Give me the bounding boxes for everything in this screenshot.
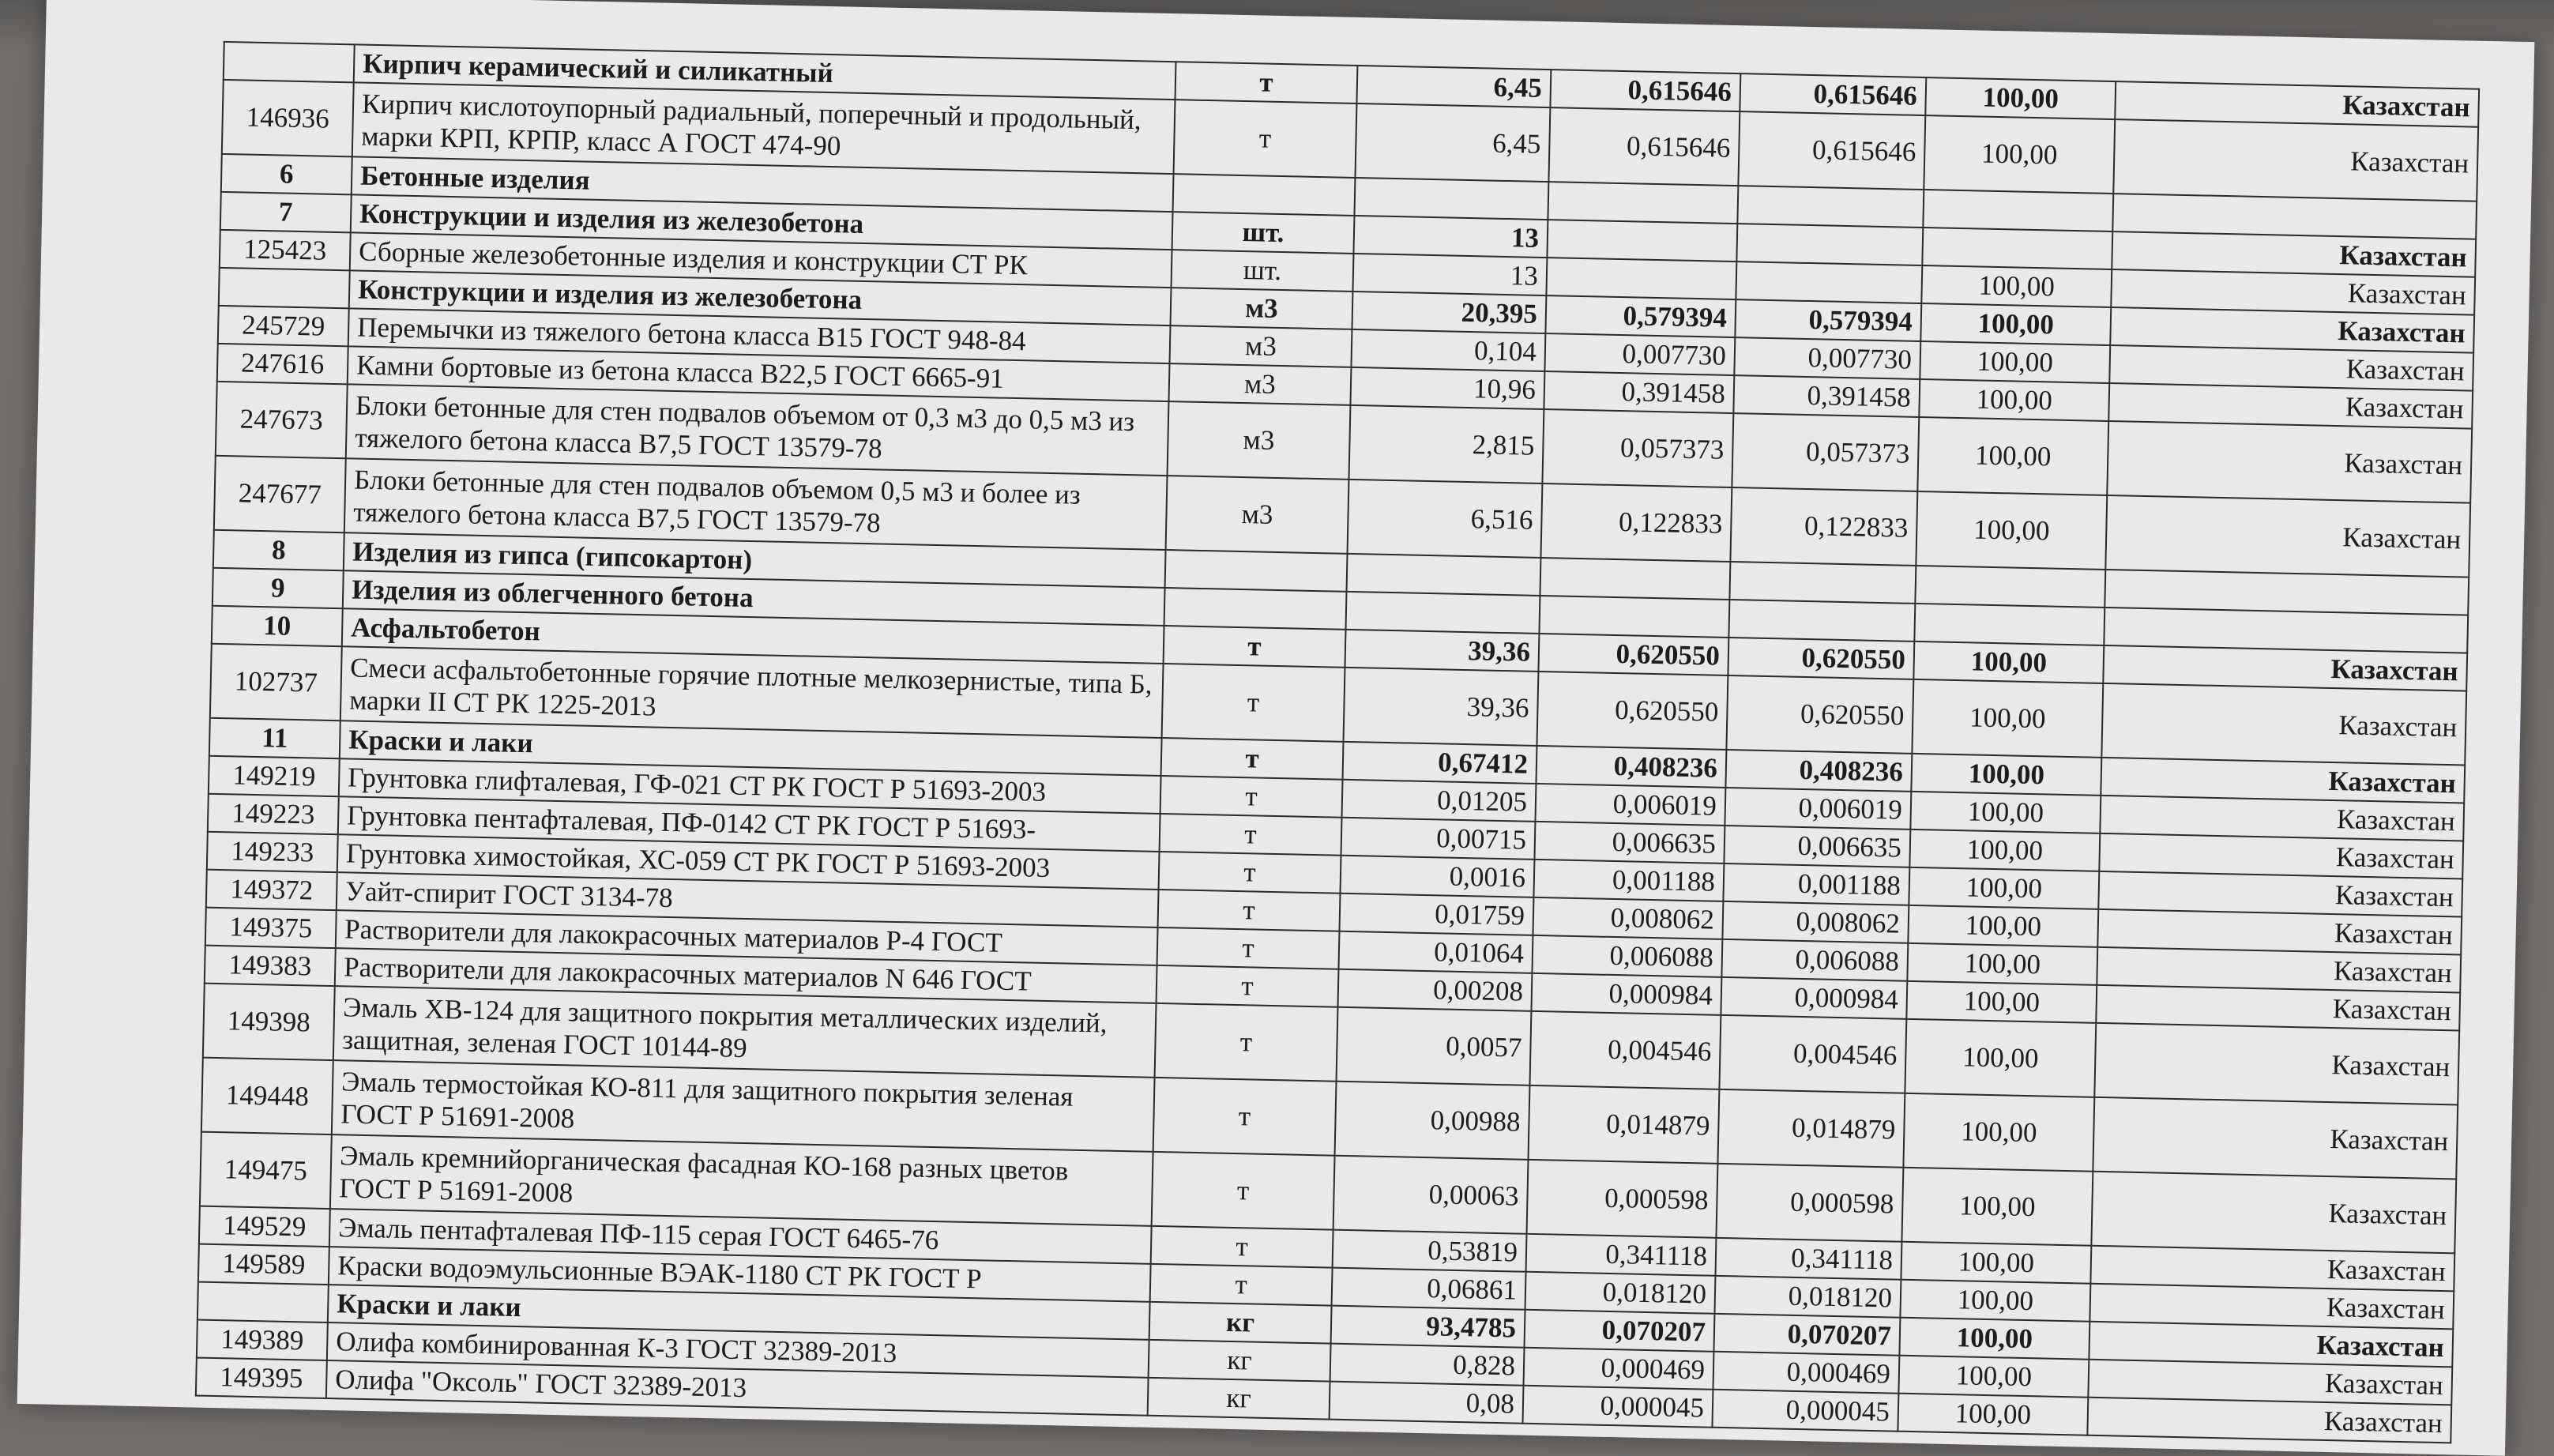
quantity-cell: 0,67412 bbox=[1343, 742, 1537, 784]
percent-cell: 100,00 bbox=[1911, 754, 2101, 796]
value-a-cell: 0,615646 bbox=[1550, 70, 1740, 111]
unit-cell: м3 bbox=[1169, 325, 1352, 367]
country-cell: Казахстан bbox=[2093, 1097, 2458, 1179]
item-name-cell: Олифа комбинированная К-3 ГОСТ 32389-2013 bbox=[327, 1322, 1149, 1378]
item-name-cell: Конструкции и изделия из железобетона bbox=[351, 194, 1173, 250]
value-a-cell: 0,008062 bbox=[1533, 897, 1723, 939]
country-cell: Казахстан bbox=[2101, 683, 2466, 766]
unit-cell: т bbox=[1162, 664, 1345, 742]
item-name-cell: Грунтовка химостойкая, ХС-059 СТ РК ГОСТ Р 51693-2003 bbox=[337, 834, 1160, 890]
item-code-cell: 149398 bbox=[203, 984, 335, 1060]
country-cell: Казахстан bbox=[2091, 1172, 2456, 1254]
item-name-cell: Растворители для лакокрасочных материалов N 646 ГОСТ bbox=[335, 948, 1157, 1003]
unit-cell: кг bbox=[1149, 1302, 1332, 1344]
percent-cell: 100,00 bbox=[1917, 417, 2108, 495]
percent-cell: 100,00 bbox=[1909, 830, 2100, 871]
item-code-cell: 7 bbox=[220, 192, 352, 232]
quantity-cell: 0,104 bbox=[1351, 329, 1545, 371]
unit-cell: м3 bbox=[1168, 401, 1351, 480]
quantity-cell: 0,00715 bbox=[1341, 818, 1536, 860]
percent-cell: 100,00 bbox=[1909, 867, 2099, 909]
percent-cell: 100,00 bbox=[1905, 1019, 2096, 1097]
item-code-cell: 149383 bbox=[205, 946, 336, 986]
quantity-cell: 13 bbox=[1352, 254, 1547, 295]
item-name-cell: Изделия из облегченного бетона bbox=[343, 570, 1165, 626]
unit-cell: т bbox=[1159, 852, 1341, 894]
value-a-cell: 0,057373 bbox=[1542, 409, 1733, 487]
table-container bbox=[195, 41, 2480, 1443]
percent-cell: 100,00 bbox=[1906, 981, 2097, 1023]
unit-cell bbox=[1173, 174, 1356, 216]
value-b-cell: 0,057373 bbox=[1732, 413, 1919, 491]
unit-cell: т bbox=[1151, 1226, 1333, 1268]
value-b-cell: 0,000469 bbox=[1713, 1352, 1899, 1394]
item-code-cell: 149375 bbox=[205, 908, 337, 948]
country-cell: Казахстан bbox=[2097, 909, 2462, 955]
quantity-cell: 6,45 bbox=[1356, 66, 1551, 107]
item-code-cell bbox=[197, 1282, 329, 1322]
item-code-cell bbox=[224, 42, 355, 82]
value-b-cell: 0,579394 bbox=[1735, 299, 1921, 341]
unit-cell: м3 bbox=[1168, 363, 1351, 405]
item-code-cell: 149372 bbox=[206, 870, 337, 910]
percent-cell: 100,00 bbox=[1913, 641, 2104, 683]
unit-cell: кг bbox=[1148, 1378, 1330, 1420]
value-a-cell: 0,070207 bbox=[1525, 1310, 1715, 1352]
country-cell: Казахстан bbox=[2101, 758, 2465, 803]
value-a-cell: 0,007730 bbox=[1544, 333, 1735, 375]
country-cell: Казахстан bbox=[2107, 421, 2472, 503]
quantity-cell: 0,53819 bbox=[1333, 1230, 1527, 1272]
quantity-cell: 0,08 bbox=[1330, 1382, 1524, 1424]
value-b-cell: 0,018120 bbox=[1714, 1276, 1901, 1318]
unit-cell: т bbox=[1164, 626, 1346, 668]
value-b-cell: 0,014879 bbox=[1717, 1089, 1905, 1168]
unit-cell: т bbox=[1160, 814, 1342, 856]
value-a-cell: 0,615646 bbox=[1548, 107, 1740, 186]
value-b-cell: 0,000598 bbox=[1716, 1164, 1903, 1242]
country-cell: Казахстан bbox=[2112, 231, 2476, 277]
value-a-cell: 0,620550 bbox=[1537, 672, 1728, 750]
percent-cell bbox=[1923, 190, 2113, 231]
value-a-cell: 0,408236 bbox=[1536, 746, 1726, 788]
table-body bbox=[196, 42, 2479, 1443]
item-name-cell: Конструкции и изделия из железобетона bbox=[349, 270, 1172, 325]
item-code-cell: 149233 bbox=[207, 832, 338, 872]
quantity-cell: 39,36 bbox=[1345, 630, 1539, 672]
quantity-cell: 0,00063 bbox=[1333, 1156, 1529, 1234]
item-code-cell: 149475 bbox=[200, 1132, 332, 1209]
value-b-cell: 0,615646 bbox=[1740, 73, 1926, 115]
country-cell: Казахстан bbox=[2090, 1246, 2454, 1292]
value-b-cell: 0,001188 bbox=[1723, 863, 1909, 905]
value-a-cell bbox=[1548, 182, 1738, 224]
unit-cell: т bbox=[1175, 62, 1357, 103]
item-code-cell: 247616 bbox=[217, 344, 348, 384]
value-b-cell: 0,341118 bbox=[1715, 1238, 1901, 1280]
value-b-cell: 0,007730 bbox=[1734, 337, 1920, 379]
item-name-cell: Краски и лаки bbox=[340, 720, 1162, 776]
item-name-cell: Изделия из гипса (гипсокартон) bbox=[344, 532, 1166, 588]
percent-cell: 100,00 bbox=[1920, 341, 2110, 383]
percent-cell: 100,00 bbox=[1912, 679, 2103, 758]
item-code-cell: 245729 bbox=[218, 306, 349, 346]
country-cell: Казахстан bbox=[2115, 81, 2479, 127]
quantity-cell: 0,00208 bbox=[1337, 969, 1532, 1011]
value-b-cell: 0,000045 bbox=[1712, 1390, 1898, 1432]
percent-cell: 100,00 bbox=[1901, 1168, 2093, 1246]
item-name-cell: Смеси асфальтобетонные горячие плотные мелкозернистые, типа Б, марки II СТ РК 1225-2013 bbox=[340, 646, 1164, 738]
value-a-cell: 0,014879 bbox=[1528, 1085, 1719, 1164]
value-a-cell: 0,620550 bbox=[1538, 634, 1728, 675]
value-a-cell bbox=[1547, 220, 1737, 261]
unit-cell: т bbox=[1152, 1152, 1335, 1230]
item-name-cell: Эмаль пентафталевая ПФ-115 серая ГОСТ 6465-76 bbox=[329, 1209, 1152, 1264]
item-code-cell: 149589 bbox=[198, 1244, 329, 1285]
item-name-cell: Эмаль ХВ-124 для защитного покрытия металлических изделий, защитная, зеленая ГОСТ 10144-89 bbox=[333, 986, 1157, 1078]
value-b-cell: 0,006088 bbox=[1721, 939, 1908, 981]
country-cell: Казахстан bbox=[2105, 495, 2470, 578]
item-code-cell: 247677 bbox=[214, 456, 346, 532]
percent-cell: 100,00 bbox=[1900, 1280, 2090, 1322]
country-cell: Казахстан bbox=[2096, 985, 2460, 1031]
value-a-cell bbox=[1540, 558, 1730, 600]
item-code-cell: 149448 bbox=[201, 1058, 333, 1134]
item-code-cell: 146936 bbox=[222, 80, 354, 156]
value-a-cell: 0,006019 bbox=[1535, 784, 1725, 826]
quantity-cell: 10,96 bbox=[1350, 367, 1544, 409]
percent-cell: 100,00 bbox=[1907, 943, 2097, 985]
value-a-cell: 0,000598 bbox=[1527, 1160, 1718, 1238]
value-a-cell: 0,001188 bbox=[1533, 860, 1724, 901]
item-name-cell: Краски и лаки bbox=[328, 1285, 1150, 1340]
percent-cell: 100,00 bbox=[1898, 1356, 2089, 1398]
item-name-cell: Сборные железобетонные изделия и конструкции СТ РК bbox=[350, 232, 1172, 288]
value-a-cell bbox=[1539, 596, 1729, 638]
item-name-cell: Кирпич кислотоупорный радиальный, поперечный и продольный, марки КРП, КРПР, класс А ГОСТ 474-90 bbox=[352, 82, 1175, 174]
unit-cell bbox=[1165, 550, 1348, 592]
country-cell: Казахстан bbox=[2094, 1023, 2459, 1105]
percent-cell bbox=[1914, 604, 2105, 645]
value-b-cell: 0,006635 bbox=[1724, 826, 1910, 867]
quantity-cell: 13 bbox=[1353, 216, 1548, 258]
item-name-cell: Бетонные изделия bbox=[352, 156, 1174, 212]
unit-cell: т bbox=[1153, 1078, 1337, 1156]
item-name-cell: Перемычки из тяжелого бетона класса В15 ГОСТ 948-84 bbox=[348, 308, 1171, 363]
country-cell: Казахстан bbox=[2098, 871, 2462, 917]
value-b-cell bbox=[1729, 562, 1916, 604]
quantity-cell: 39,36 bbox=[1344, 668, 1539, 746]
percent-cell bbox=[1922, 228, 2112, 269]
value-b-cell: 0,006019 bbox=[1725, 788, 1911, 830]
quantity-cell: 0,00988 bbox=[1335, 1082, 1530, 1160]
item-code-cell: 8 bbox=[213, 530, 344, 570]
item-name-cell: Олифа "Оксоль" ГОСТ 32389-2013 bbox=[326, 1360, 1149, 1416]
value-b-cell: 0,004546 bbox=[1719, 1015, 1906, 1093]
country-cell: Казахстан bbox=[2111, 269, 2475, 315]
country-cell: Казахстан bbox=[2089, 1322, 2453, 1368]
country-cell: Казахстан bbox=[2088, 1360, 2452, 1405]
quantity-cell: 20,395 bbox=[1352, 292, 1546, 333]
value-a-cell: 0,006088 bbox=[1532, 935, 1722, 977]
value-b-cell bbox=[1736, 224, 1923, 265]
item-code-cell: 149223 bbox=[208, 794, 339, 834]
unit-cell: т bbox=[1157, 927, 1340, 969]
value-b-cell: 0,620550 bbox=[1726, 675, 1913, 754]
document-page bbox=[17, 0, 2535, 1456]
quantity-cell: 0,828 bbox=[1330, 1344, 1525, 1386]
unit-cell: т bbox=[1174, 100, 1357, 178]
materials-table bbox=[195, 41, 2480, 1443]
unit-cell: кг bbox=[1149, 1340, 1331, 1382]
quantity-cell bbox=[1346, 554, 1540, 596]
item-code-cell: 125423 bbox=[220, 230, 351, 270]
percent-cell: 100,00 bbox=[1908, 905, 2098, 947]
item-name-cell: Эмаль кремнийорганическая фасадная КО-168 разных цветов ГОСТ Р 51691-2008 bbox=[330, 1134, 1153, 1226]
percent-cell: 100,00 bbox=[1919, 379, 2109, 421]
quantity-cell: 6,45 bbox=[1355, 103, 1550, 182]
item-name-cell: Блоки бетонные для стен подвалов объемом 0,5 м3 и более из тяжелого бетона класса В7,5 ГОСТ 13579-78 bbox=[344, 458, 1168, 550]
unit-cell: шт. bbox=[1172, 212, 1355, 254]
value-a-cell: 0,006635 bbox=[1534, 822, 1725, 863]
unit-cell: шт. bbox=[1172, 250, 1354, 292]
quantity-cell: 0,0057 bbox=[1337, 1007, 1532, 1085]
value-a-cell: 0,004546 bbox=[1529, 1011, 1721, 1089]
item-code-cell: 149529 bbox=[199, 1206, 330, 1247]
item-code-cell: 149389 bbox=[197, 1320, 328, 1360]
item-code-cell: 149219 bbox=[209, 756, 340, 796]
value-a-cell: 0,341118 bbox=[1526, 1234, 1717, 1276]
country-cell: Казахстан bbox=[2089, 1284, 2454, 1330]
country-cell: Казахстан bbox=[2103, 645, 2467, 691]
quantity-cell bbox=[1354, 178, 1548, 220]
value-a-cell: 0,122833 bbox=[1540, 483, 1732, 562]
value-b-cell: 0,070207 bbox=[1713, 1314, 1900, 1356]
percent-cell bbox=[1915, 566, 2105, 608]
quantity-cell: 0,06861 bbox=[1332, 1268, 1526, 1310]
quantity-cell: 2,815 bbox=[1348, 405, 1544, 483]
item-code-cell: 149395 bbox=[196, 1358, 327, 1398]
unit-cell: т bbox=[1157, 965, 1339, 1007]
percent-cell: 100,00 bbox=[1899, 1318, 2089, 1360]
quantity-cell: 93,4785 bbox=[1331, 1306, 1525, 1348]
country-cell: Казахстан bbox=[2113, 119, 2478, 201]
item-name-cell: Грунтовка глифталевая, ГФ-021 СТ РК ГОСТ Р 51693-2003 bbox=[339, 758, 1161, 814]
quantity-cell: 0,01205 bbox=[1342, 780, 1537, 822]
item-name-cell: Краски водоэмульсионные ВЭАК-1180 СТ РК ГОСТ Р bbox=[329, 1247, 1151, 1302]
country-cell: Казахстан bbox=[2110, 307, 2474, 353]
country-cell: Казахстан bbox=[2099, 833, 2463, 879]
percent-cell: 100,00 bbox=[1898, 1394, 2088, 1435]
value-b-cell: 0,620550 bbox=[1728, 638, 1914, 679]
unit-cell: м3 bbox=[1171, 288, 1353, 329]
item-name-cell: Кирпич керамический и силикатный bbox=[354, 44, 1176, 100]
value-b-cell bbox=[1736, 261, 1922, 303]
percent-cell: 100,00 bbox=[1901, 1242, 2091, 1284]
quantity-cell: 0,01759 bbox=[1339, 894, 1533, 935]
item-name-cell: Асфальтобетон bbox=[342, 608, 1164, 664]
value-a-cell: 0,018120 bbox=[1525, 1272, 1716, 1314]
item-code-cell: 102737 bbox=[210, 644, 342, 720]
value-a-cell: 0,391458 bbox=[1544, 371, 1734, 413]
item-code-cell: 11 bbox=[209, 718, 340, 758]
item-name-cell: Уайт-спирит ГОСТ 3134-78 bbox=[337, 872, 1159, 927]
value-b-cell: 0,408236 bbox=[1725, 750, 1912, 792]
item-name-cell: Грунтовка пентафталевая, ПФ-0142 СТ РК ГОСТ Р 51693- bbox=[338, 796, 1160, 852]
value-b-cell: 0,000984 bbox=[1721, 977, 1907, 1019]
value-a-cell: 0,000984 bbox=[1531, 973, 1721, 1015]
value-b-cell bbox=[1728, 600, 1915, 641]
value-a-cell bbox=[1546, 258, 1736, 299]
item-code-cell: 6 bbox=[221, 154, 352, 194]
unit-cell: м3 bbox=[1166, 476, 1349, 554]
value-a-cell: 0,000045 bbox=[1522, 1386, 1713, 1428]
percent-cell: 100,00 bbox=[1920, 303, 2111, 345]
percent-cell: 100,00 bbox=[1916, 491, 2107, 570]
unit-cell: т bbox=[1160, 776, 1343, 818]
value-b-cell: 0,122833 bbox=[1730, 487, 1917, 566]
percent-cell: 100,00 bbox=[1921, 265, 2112, 307]
value-b-cell bbox=[1737, 186, 1924, 228]
unit-cell bbox=[1164, 588, 1347, 630]
quantity-cell: 0,01064 bbox=[1338, 931, 1533, 973]
value-b-cell: 0,615646 bbox=[1738, 111, 1925, 190]
percent-cell: 100,00 bbox=[1910, 792, 2101, 833]
unit-cell: т bbox=[1155, 1003, 1338, 1082]
quantity-cell: 6,516 bbox=[1348, 480, 1543, 558]
country-cell: Казахстан bbox=[2108, 383, 2473, 429]
unit-cell: т bbox=[1158, 890, 1341, 931]
country-cell: Казахстан bbox=[2087, 1398, 2451, 1443]
value-a-cell: 0,000469 bbox=[1524, 1348, 1714, 1390]
percent-cell: 100,00 bbox=[1925, 77, 2116, 119]
item-code-cell bbox=[219, 268, 350, 308]
unit-cell: т bbox=[1150, 1264, 1333, 1306]
value-b-cell: 0,391458 bbox=[1733, 375, 1920, 417]
percent-cell: 100,00 bbox=[1924, 115, 2115, 194]
country-cell: Казахстан bbox=[2100, 796, 2464, 841]
percent-cell: 100,00 bbox=[1903, 1093, 2094, 1172]
country-cell: Казахстан bbox=[2109, 345, 2473, 391]
item-name-cell: Растворители для лакокрасочных материалов Р-4 ГОСТ bbox=[336, 910, 1158, 965]
quantity-cell bbox=[1345, 592, 1540, 634]
item-name-cell: Камни бортовые из бетона класса В22,5 ГОСТ 6665-91 bbox=[348, 346, 1170, 401]
item-code-cell: 9 bbox=[213, 568, 344, 608]
item-name-cell: Блоки бетонные для стен подвалов объемом от 0,3 м3 до 0,5 м3 из тяжелого бетона класса В7,5 ГОСТ 13579-78 bbox=[346, 384, 1169, 476]
item-code-cell: 10 bbox=[212, 606, 343, 646]
item-code-cell: 247673 bbox=[216, 382, 348, 458]
quantity-cell: 0,0016 bbox=[1340, 856, 1534, 897]
value-b-cell: 0,008062 bbox=[1722, 901, 1909, 943]
unit-cell: т bbox=[1161, 738, 1344, 780]
value-a-cell: 0,579394 bbox=[1545, 295, 1736, 337]
country-cell: Казахстан bbox=[2097, 947, 2461, 993]
item-name-cell: Эмаль термостойкая КО-811 для защитного покрытия зеленая ГОСТ Р 51691-2008 bbox=[332, 1060, 1155, 1152]
